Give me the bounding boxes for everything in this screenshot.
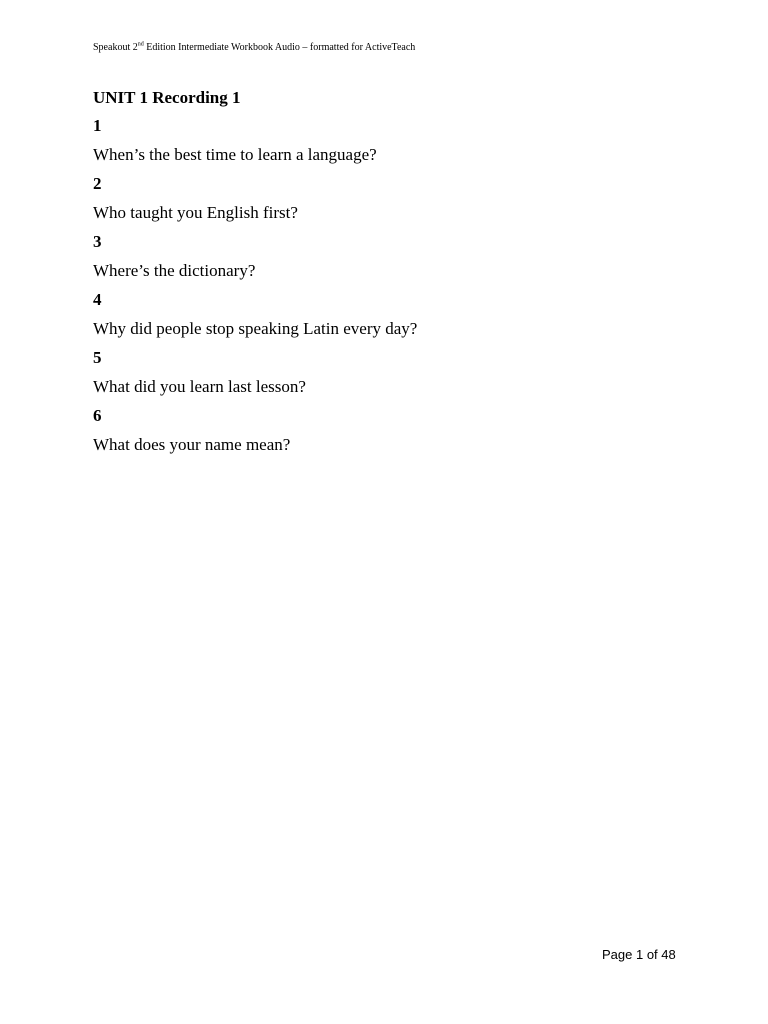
item-number: 1 — [93, 116, 102, 135]
header-superscript: nd — [137, 41, 144, 48]
transcript-item — [93, 405, 693, 456]
item-number: 5 — [93, 348, 102, 367]
item-text: When’s the best time to learn a language? — [93, 145, 377, 164]
item-number: 2 — [93, 174, 102, 193]
page-number-footer: Page 1 of 48 — [602, 947, 676, 962]
transcript-item — [93, 173, 693, 224]
transcript-body — [93, 86, 693, 463]
item-text: Where’s the dictionary? — [93, 261, 256, 280]
item-number: 6 — [93, 406, 102, 425]
item-number: 3 — [93, 232, 102, 251]
header-suffix: Edition Intermediate Workbook Audio – formatted for ActiveTeach — [143, 42, 416, 53]
item-text: Why did people stop speaking Latin every day? — [93, 319, 418, 338]
item-text: What did you learn last lesson? — [93, 377, 306, 396]
running-header — [93, 41, 415, 55]
transcript-item — [93, 115, 693, 166]
transcript-item — [93, 347, 693, 398]
item-number: 4 — [93, 290, 102, 309]
header-prefix: Speakout 2 — [93, 42, 138, 53]
transcript-item — [93, 289, 693, 340]
section-heading: UNIT 1 Recording 1 — [93, 88, 241, 107]
item-text: What does your name mean? — [93, 435, 291, 454]
transcript-item — [93, 231, 693, 282]
item-text: Who taught you English first? — [93, 203, 298, 222]
